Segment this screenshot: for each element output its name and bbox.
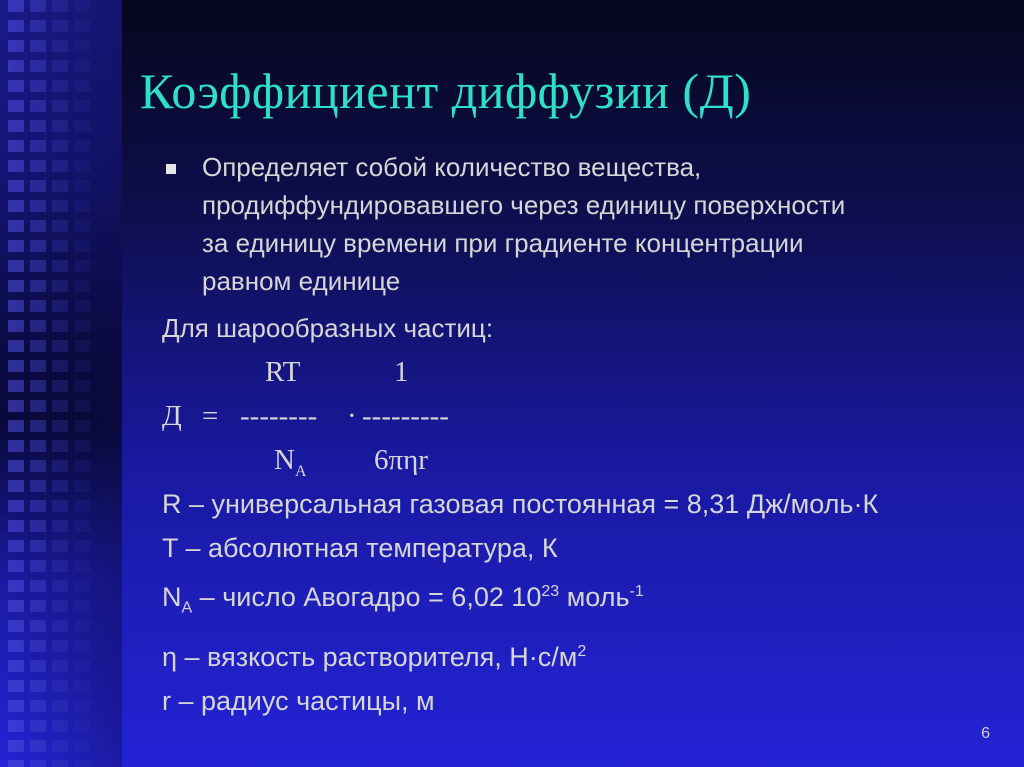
na-unit: моль xyxy=(559,582,630,612)
spherical-particles-label: Для шарообразных частиц: xyxy=(162,313,494,343)
na-prefix: N xyxy=(162,582,182,612)
square-bullet-icon xyxy=(166,164,176,174)
formula-fraction-bar-1: -------- xyxy=(240,400,318,432)
na-base: N xyxy=(274,444,295,476)
formula-denominator-row xyxy=(162,438,1002,482)
na-exponent: 23 xyxy=(541,583,560,600)
na-text: – число Авогадро = 6,02 10 xyxy=(192,582,542,612)
na-def-subscript: A xyxy=(181,599,193,617)
bullet-line-2: продиффундировавшего через единицу поверхности xyxy=(202,190,846,220)
formula-equals: = xyxy=(202,400,219,432)
strip-fade-overlay xyxy=(0,0,122,767)
formula-fraction-bar-2: --------- xyxy=(362,400,449,432)
definition-eta-viscosity xyxy=(162,630,1002,679)
formula-denominator-na xyxy=(274,438,307,482)
decorative-left-strip xyxy=(0,0,122,767)
formula-main-row xyxy=(162,394,1002,438)
formula-dot: · xyxy=(347,400,357,432)
formula-numerator-one: 1 xyxy=(394,356,409,388)
slide-content xyxy=(162,148,1002,723)
bullet-line-1: Определяет собой количество вещества, xyxy=(202,152,702,182)
na-unit-exponent: -1 xyxy=(629,583,644,600)
definition-r-gas-constant: R – универсальная газовая постоянная = 8,31 Дж/моль·К xyxy=(162,489,879,519)
eta-text: η – вязкость растворителя, Н·с/м xyxy=(162,642,578,673)
bullet-line-4: равном единице xyxy=(202,266,401,296)
formula-lhs: Д xyxy=(162,400,182,432)
formula-numerator-row xyxy=(162,350,1002,394)
formula-denominator-6pietar: 6πηr xyxy=(374,444,428,476)
page-number: 6 xyxy=(981,725,990,742)
definition-na-avogadro xyxy=(162,570,1002,630)
bullet-line-3: за единицу времени при градиенте концентрации xyxy=(202,228,804,258)
formula-numerator-rt: RT xyxy=(265,356,301,388)
definition-r-radius: r – радиус частицы, м xyxy=(162,686,435,717)
definition-bullet xyxy=(162,148,1002,300)
na-subscript: A xyxy=(294,462,307,480)
eta-exponent: 2 xyxy=(577,643,587,661)
slide-title: Коэффициент диффузии (Д) xyxy=(140,63,752,119)
definition-t-temperature: T – абсолютная температура, К xyxy=(162,533,558,563)
